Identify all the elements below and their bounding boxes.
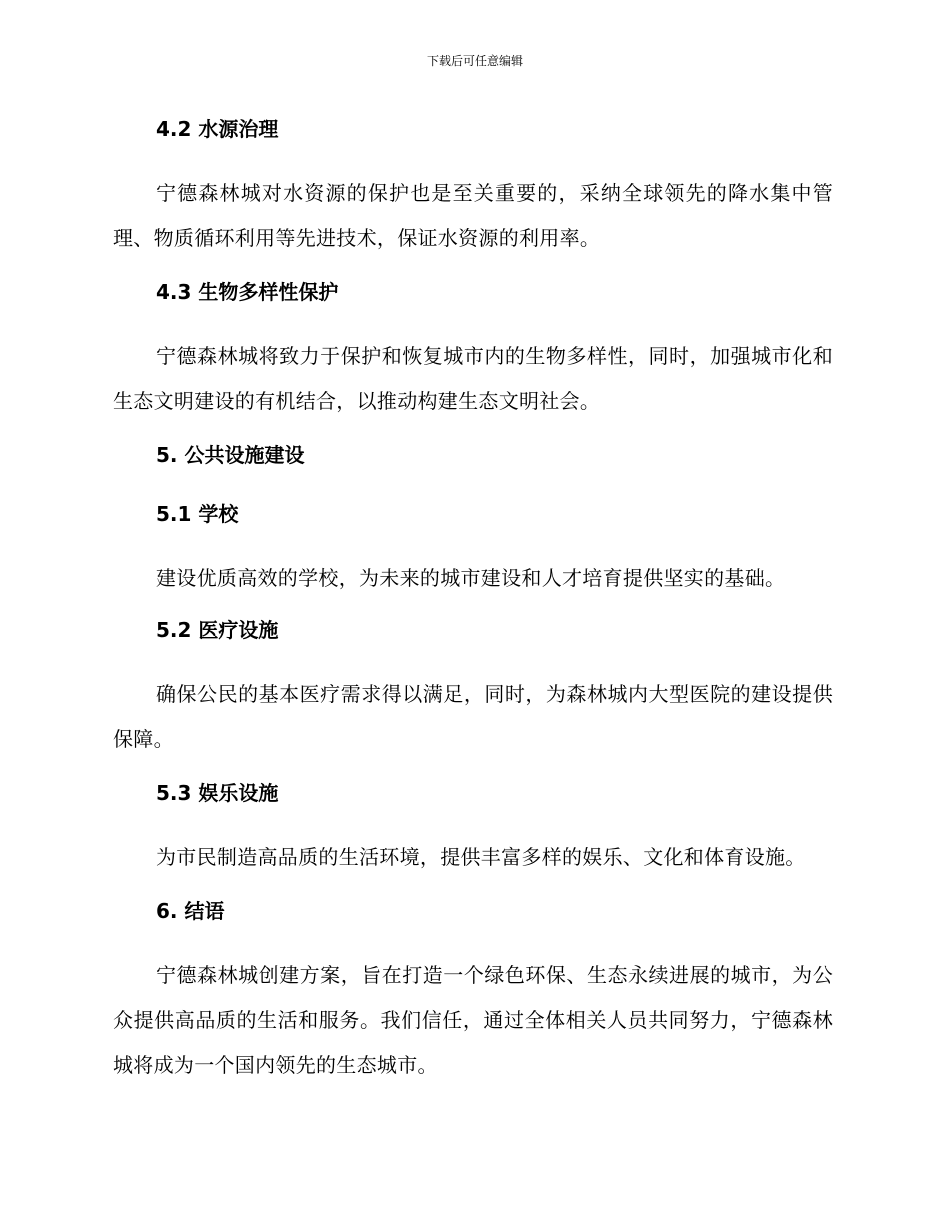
document-body (113, 112, 833, 1102)
paragraph-conclusion: 宁德森林城创建方案，旨在打造一个绿色环保、生态永续进展的城市，为公众提供高品质的生活和服务。我们信任，通过全体相关人员共同努力，宁德森林城将成为一个国内领先的生态城市。 (113, 963, 833, 1077)
paragraph-biodiversity: 宁德森林城将致力于保护和恢复城市内的生物多样性，同时，加强城市化和生态文明建设的有机结合，以推动构建生态文明社会。 (113, 344, 833, 413)
paragraph-water-management: 宁德森林城对水资源的保护也是至关重要的，采纳全球领先的降水集中管理、物质循环利用等先进技术，保证水资源的利用率。 (113, 181, 833, 250)
paragraph-schools: 建设优质高效的学校，为未来的城市建设和人才培育提供坚实的基础。 (156, 566, 786, 590)
section-heading-5-3: 5.3 娱乐设施 (156, 781, 279, 805)
paragraph-medical: 确保公民的基本医疗需求得以满足，同时，为森林城内大型医院的建设提供保障。 (113, 682, 833, 751)
section-heading-6: 6. 结语 (156, 899, 225, 923)
section-heading-5-2: 5.2 医疗设施 (156, 618, 279, 642)
section-heading-5-1: 5.1 学校 (156, 502, 239, 526)
section-heading-4-3: 4.3 生物多样性保护 (156, 280, 339, 304)
page-header-note: 下载后可任意编辑 (426, 54, 523, 68)
section-heading-4-2: 4.2 水源治理 (156, 117, 279, 141)
paragraph-recreation: 为市民制造高品质的生活环境，提供丰富多样的娱乐、文化和体育设施。 (156, 845, 806, 869)
section-heading-5: 5. 公共设施建设 (156, 443, 305, 467)
